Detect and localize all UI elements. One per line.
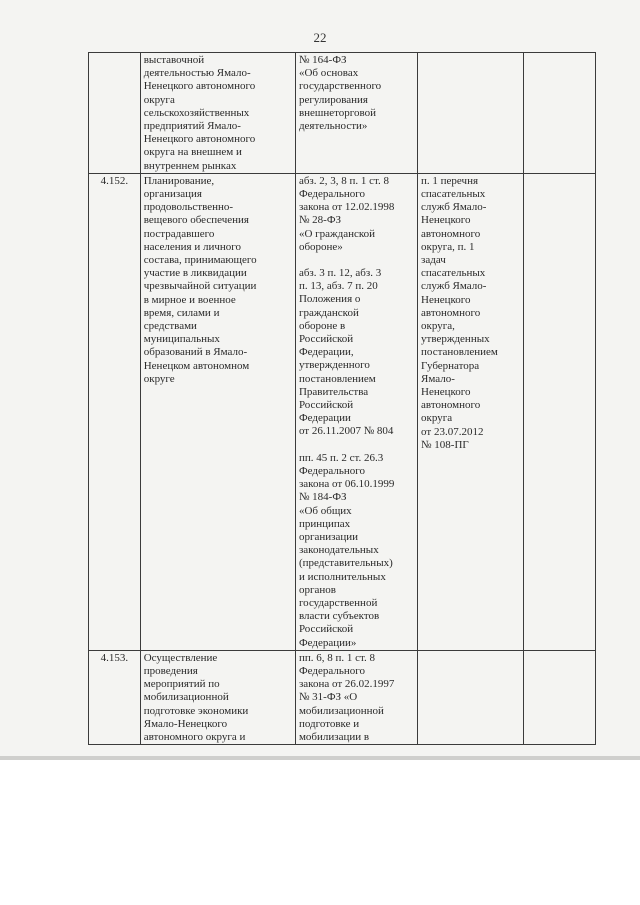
text-line: Положения о <box>298 293 361 306</box>
authority-table <box>88 52 596 745</box>
text-line: № 164-ФЗ <box>298 54 347 66</box>
text-line: образований в Ямало- <box>143 346 248 359</box>
text-line: спасательных <box>421 267 486 280</box>
table-body <box>89 53 596 745</box>
text-line: служб Ямало- <box>421 201 487 214</box>
row-number-cell: 4.152. <box>89 173 141 650</box>
text-line: Федерального <box>298 464 365 477</box>
text-line: № 108-ПГ <box>421 438 469 451</box>
text-line: населения и личного <box>143 240 242 253</box>
text-line: Планирование, <box>143 174 215 187</box>
text-line: Губернатора <box>421 359 480 372</box>
text-line: участие в ликвидации <box>143 267 247 280</box>
text-line: Ненецкого <box>421 293 471 306</box>
table-row <box>89 650 596 744</box>
text-line: внешнеторговой <box>298 106 377 119</box>
text-line: муниципальных <box>143 333 220 346</box>
text-line: утвержденного <box>298 359 370 372</box>
text-line: Ненецкого автономного <box>143 133 256 146</box>
text-line: средствами <box>143 320 197 333</box>
text-line: пострадавшего <box>143 227 215 240</box>
text-line: автономного <box>421 399 481 412</box>
text-line: организация <box>143 188 202 201</box>
text-line: округа <box>421 412 453 425</box>
text-line: п. 1 перечня <box>421 174 479 187</box>
text-line: округа <box>143 93 175 106</box>
text-line: задач <box>421 254 446 267</box>
legal-basis-cell <box>295 650 417 744</box>
activity-cell <box>140 650 295 744</box>
table-row <box>89 173 596 650</box>
text-line: выставочной <box>143 54 205 66</box>
row-number-cell <box>89 53 141 174</box>
text-line: деятельностью Ямало- <box>143 67 251 80</box>
text-line: Российской <box>298 333 354 346</box>
text-line: Ненецкого <box>421 214 471 227</box>
text-line: абз. 2, 3, 8 п. 1 ст. 8 <box>298 174 390 187</box>
text-line: законодательных <box>298 544 379 557</box>
text-line: округа, п. 1 <box>421 240 475 253</box>
text-line: Федерации, <box>298 346 354 359</box>
text-line: мобилизационной <box>143 691 229 704</box>
text-line: округа, <box>421 320 455 333</box>
legal-basis-cell <box>295 53 417 174</box>
text-line: автономного <box>421 306 481 319</box>
text-line: продовольственно- <box>143 201 234 214</box>
table-row <box>89 53 596 174</box>
text-line: от 26.11.2007 № 804 <box>298 425 394 438</box>
text-line: проведения <box>143 664 198 677</box>
text-line: автономного округа и <box>143 730 246 743</box>
text-line: Российской <box>298 623 354 636</box>
text-line: Осуществление <box>143 651 218 664</box>
page-number: 22 <box>313 30 327 45</box>
text-line: вещевого обеспечения <box>143 214 249 227</box>
text-line: деятельности» <box>298 120 368 133</box>
text-line: спасательных <box>421 188 486 201</box>
text-line: гражданской <box>298 306 359 319</box>
note-cell <box>523 650 595 744</box>
text-line: № 28-ФЗ <box>298 214 342 227</box>
text-line: регулирования <box>298 93 368 106</box>
text-line: утвержденных <box>421 333 490 346</box>
text-line: мобилизационной <box>298 704 384 717</box>
text-line: абз. 3 п. 12, абз. 3 <box>298 267 382 280</box>
text-line: государственного <box>298 80 382 93</box>
legal-basis-cell <box>295 173 417 650</box>
activity-cell <box>140 173 295 650</box>
text-line: время, силами и <box>143 306 220 319</box>
text-line: Российской <box>298 399 354 412</box>
documents-cell <box>418 173 524 650</box>
text-line: от 23.07.2012 <box>421 425 484 438</box>
text-line: Ямало- <box>421 372 455 385</box>
text-line: чрезвычайной ситуации <box>143 280 257 293</box>
blank-line <box>299 254 414 267</box>
blank-line <box>299 439 414 452</box>
row-number-cell: 4.153. <box>89 650 141 744</box>
text-line: организации <box>298 530 358 543</box>
text-line: и исполнительных <box>298 570 386 583</box>
text-line: мобилизации в <box>298 730 370 743</box>
text-line: мероприятий по <box>143 678 220 691</box>
text-line: в мирное и военное <box>143 293 236 306</box>
text-line: постановлением <box>298 372 376 385</box>
text-line: Федерального <box>298 664 365 677</box>
text-line: № 31-ФЗ «О <box>298 691 358 704</box>
text-line: Ненецкого <box>421 386 471 399</box>
text-line: органов <box>298 583 336 596</box>
activity-cell <box>140 53 295 174</box>
text-line: Федерации <box>298 412 351 425</box>
text-line: пп. 45 п. 2 ст. 26.3 <box>298 451 384 464</box>
text-line: округа на внешнем и <box>143 146 242 159</box>
text-line: п. 13, абз. 7 п. 20 <box>298 280 378 293</box>
scan-edge <box>0 756 640 760</box>
text-line: служб Ямало- <box>421 280 487 293</box>
text-line: обороне» <box>298 240 343 253</box>
text-line: постановлением <box>421 346 498 359</box>
text-line: подготовке и <box>298 717 360 730</box>
text-line: округе <box>143 372 175 385</box>
text-line: пп. 6, 8 п. 1 ст. 8 <box>298 651 375 664</box>
text-line: предприятий Ямало- <box>143 120 241 133</box>
text-line: «О гражданской <box>298 227 376 240</box>
documents-cell <box>418 650 524 744</box>
text-line: Ненецком автономном <box>143 359 250 372</box>
documents-cell <box>418 53 524 174</box>
text-line: (представительных) <box>298 557 393 570</box>
text-line: Ямало-Ненецкого <box>143 717 228 730</box>
text-line: закона от 26.02.1997 <box>298 678 395 691</box>
text-line: обороне в <box>298 319 346 332</box>
text-line: № 184-ФЗ <box>298 491 347 504</box>
text-line: внутреннем рынках <box>143 159 237 172</box>
text-line: принципах <box>298 517 351 530</box>
text-line: государственной <box>298 596 378 609</box>
text-line: подготовке экономики <box>143 704 249 717</box>
text-line: «Об основах <box>298 67 359 80</box>
text-line: «Об общих <box>298 504 352 517</box>
text-line: власти субъектов <box>298 610 380 623</box>
text-line: Федерального <box>298 188 365 201</box>
text-line: автономного <box>421 227 481 240</box>
text-line: закона от 06.10.1999 <box>298 478 395 491</box>
note-cell <box>523 53 595 174</box>
text-line: Правительства <box>298 385 369 398</box>
text-line: закона от 12.02.1998 <box>298 201 395 214</box>
text-line: Ненецкого автономного <box>143 80 256 93</box>
text-line: Федерации» <box>298 636 357 649</box>
note-cell <box>523 173 595 650</box>
text-line: сельскохозяйственных <box>143 106 250 119</box>
text-line: состава, принимающего <box>143 254 257 267</box>
